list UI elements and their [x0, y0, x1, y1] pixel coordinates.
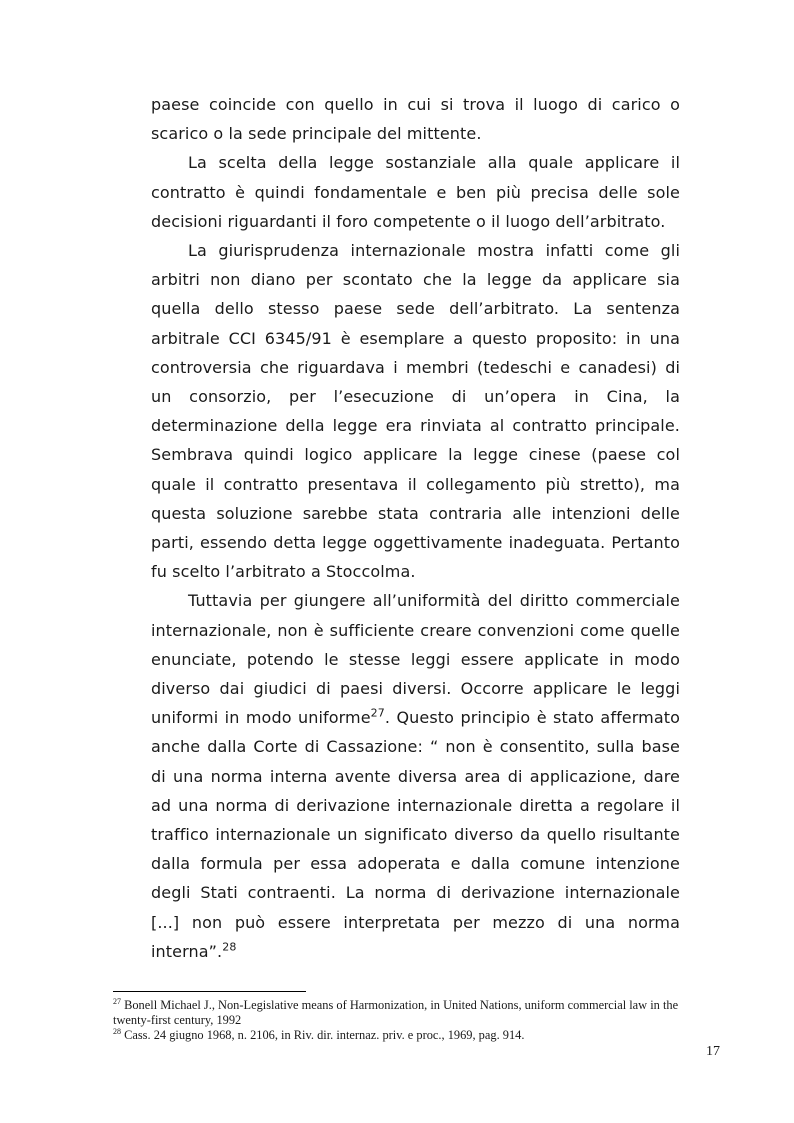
footnote-text: Cass. 24 giugno 1968, n. 2106, in Riv. dir. internaz. priv. e proc., 1969, pag. 914. [121, 1028, 525, 1042]
paragraph-legge-sostanziale: La scelta della legge sostanziale alla quale applicare il contratto è quindi fondamentale e ben più precisa delle sole decisioni riguardanti il foro competente o il luogo dell’arbitrato. [151, 153, 680, 231]
footnote-28 [113, 1028, 705, 1043]
page-number: 17 [706, 1044, 720, 1059]
footnote-text: Bonell Michael J., Non-Legislative means of Harmonization, in United Nations, uniform commercial law in the twenty-first century, 1992 [113, 998, 679, 1027]
paragraph-text-part: . Questo principio è stato affermato anche dalla Corte di Cassazione: “ non è consentito, sulla base di una norma interna avente diversa area di applicazione, dare ad una norma di derivazione internazionale diretta a regolare il traffico internazionale un significato diverso da quello risultante dalla formula per essa adoperata e dalla comune intenzione degli Stati contraenti. La norma di derivazione internazionale [...] non può essere interpretata per mezzo di una norma interna”. [151, 708, 680, 961]
paragraph-continuation: paese coincide con quello in cui si trova il luogo di carico o scarico o la sede principale del mittente. [151, 95, 680, 144]
footnotes [113, 998, 705, 1043]
footnote-number: 28 [113, 1026, 121, 1036]
paragraph-text-part: Tuttavia per giungere all’uniformità del diritto commerciale internazionale, non è sufficiente creare convenzioni come quelle enunciate, potendo le stesse leggi essere applicate in modo diverso dai giudici di paesi diversi. Occorre applicare le leggi uniformi in modo uniforme [151, 591, 680, 728]
footnote-ref-27[interactable]: 27 [370, 706, 385, 720]
footnote-number: 27 [113, 996, 121, 1006]
footnote-separator [113, 991, 306, 992]
footnote-27 [113, 998, 705, 1028]
paragraph-uniformita [151, 586, 680, 966]
footnote-ref-28[interactable]: 28 [222, 940, 237, 954]
paragraph-giurisprudenza: La giurisprudenza internazionale mostra infatti come gli arbitri non diano per scontato che la legge da applicare sia quella dello stesso paese sede dell’arbitrato. La sentenza arbitrale CCI 6345/91 è esemplare a questo proposito: in una controversia che riguardava i membri (tedeschi e canadesi) di un consorzio, per l’esecuzione di un’opera in Cina, la determinazione della legge era rinviata al contratto principale. Sembrava quindi logico applicare la legge cinese (paese col quale il contratto presentava il collegamento più stretto), ma questa soluzione sarebbe stata contraria alle intenzioni delle parti, essendo detta legge oggettivamente inadeguata. Pertanto fu scelto l’arbitrato a Stoccolma. [151, 241, 680, 582]
body-text [151, 90, 680, 966]
